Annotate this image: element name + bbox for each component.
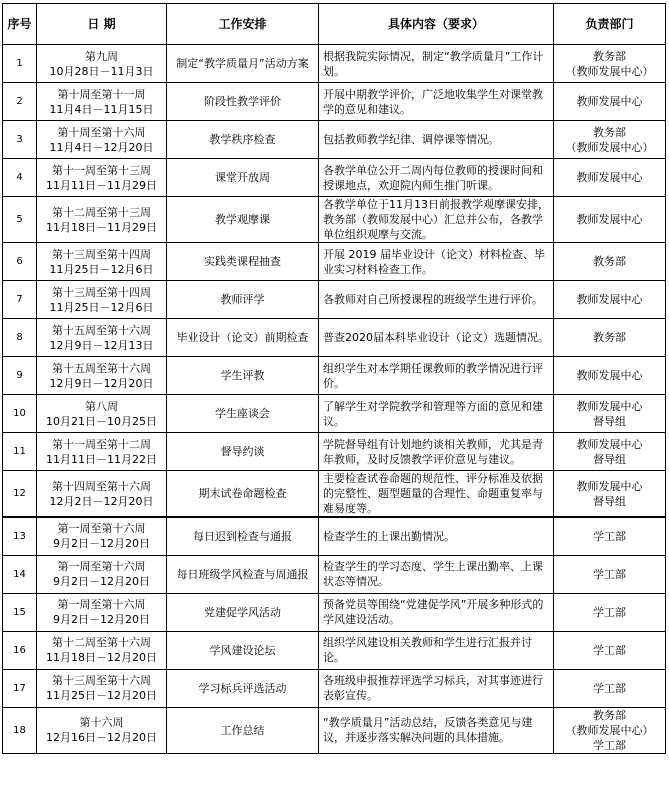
row-dept: [554, 83, 666, 121]
row-work: 期末试卷命题检查: [167, 471, 319, 518]
quality-month-schedule-table: [2, 3, 666, 754]
date-range: 9月2日－12月20日: [53, 537, 150, 551]
row-work: 教师评学: [167, 281, 319, 319]
row-work: 党建促学风活动: [167, 593, 319, 631]
row-seq: 1: [3, 45, 37, 83]
row-dept: [554, 281, 666, 319]
dept-line: 教务部: [593, 331, 626, 344]
row-date: [37, 593, 167, 631]
row-dept: [554, 593, 666, 631]
dept-line: 教师发展中心: [576, 399, 643, 413]
row-content: 包括教师教学纪律、调停课等情况。: [319, 121, 554, 159]
row-dept: [554, 631, 666, 669]
row-content: 各教学单位公开二周内每位教师的授课时间和授课地点，欢迎院内师生推门听课。: [319, 159, 554, 197]
date-range: 10月28日－11月3日: [49, 64, 154, 78]
dept-line: （教师发展中心）: [565, 140, 654, 154]
header-date: 日 期: [37, 4, 167, 45]
row-content: 普查2020届本科毕业设计（论文）选题情况。: [319, 319, 554, 357]
table-row: [3, 281, 666, 319]
dept-line: 学工部: [593, 681, 626, 695]
row-dept: [554, 555, 666, 593]
row-dept: [554, 121, 666, 159]
row-date: [37, 197, 167, 243]
row-date: [37, 707, 167, 753]
row-dept: [554, 243, 666, 281]
row-seq: 10: [3, 395, 37, 433]
dept-line: 教师发展中心: [576, 213, 643, 226]
row-work: 学风建设论坛: [167, 631, 319, 669]
table-row: [3, 121, 666, 159]
table-row: [3, 83, 666, 121]
row-content: 组织学风建设相关教师和学生进行汇报并讨论。: [319, 631, 554, 669]
row-dept: [554, 357, 666, 395]
table-body: [3, 45, 666, 754]
table-row: [3, 707, 666, 753]
row-content: 预备党员等围绕“党建促学风”开展多种形式的学风建设活动。: [319, 593, 554, 631]
date-weeks: 第一周至第十六周: [57, 522, 146, 536]
date-range: 11月18日－11月29日: [46, 220, 157, 234]
row-date: [37, 243, 167, 281]
row-seq: 12: [3, 471, 37, 518]
table-header-row: [3, 4, 666, 45]
row-content: 组织学生对本学期任课教师的教学情况进行评价。: [319, 357, 554, 395]
dept-line: 督导组: [593, 414, 626, 428]
row-seq: 8: [3, 319, 37, 357]
date-range: 11月4日－11月15日: [49, 102, 154, 116]
dept-line: 教师发展中心: [576, 437, 643, 451]
date-weeks: 第九周: [85, 49, 118, 63]
date-weeks: 第十五周至第十六周: [52, 361, 151, 375]
row-date: [37, 281, 167, 319]
dept-line: 学工部: [593, 738, 626, 752]
table-row: [3, 159, 666, 197]
date-weeks: 第一周至第十六周: [57, 560, 146, 573]
row-work: 教学观摩课: [167, 197, 319, 243]
row-dept: [554, 707, 666, 753]
dept-line: 教务部: [593, 49, 626, 63]
row-date: [37, 357, 167, 395]
table-row: [3, 243, 666, 281]
dept-line: 学工部: [593, 567, 626, 581]
date-range: 12月9日－12月13日: [49, 338, 154, 352]
row-work: 每日迟到检查与通报: [167, 517, 319, 555]
dept-line: 教师发展中心: [576, 171, 643, 184]
dept-line: 学工部: [593, 605, 626, 619]
row-seq: 5: [3, 197, 37, 243]
date-weeks: 第十三周至第十四周: [52, 247, 151, 261]
date-range: 11月25日－12月20日: [46, 689, 157, 702]
row-dept: [554, 471, 666, 518]
row-dept: [554, 159, 666, 197]
date-weeks: 第十二周至第十六周: [52, 636, 151, 649]
row-work: 课堂开放周: [167, 159, 319, 197]
header-work: 工作安排: [167, 4, 319, 45]
row-dept: [554, 517, 666, 555]
row-date: [37, 45, 167, 83]
dept-line: 教务部: [593, 255, 626, 268]
row-content: 各班级申报推荐评选学习标兵，对其事迹进行表彰宣传。: [319, 669, 554, 707]
date-range: 12月16日－12月20日: [46, 731, 157, 744]
table-row: [3, 593, 666, 631]
row-content: 开展中期教学评价，广泛地收集学生对课堂教学的意见和建议。: [319, 83, 554, 121]
header-content: 具体内容（要求）: [319, 4, 554, 45]
date-weeks: 第十四周至第十六周: [52, 479, 151, 493]
date-range: 11月18日－12月20日: [46, 651, 157, 664]
dept-line: 教务部: [593, 708, 626, 722]
row-content: 各教师对自己所授课程的班级学生进行评价。: [319, 281, 554, 319]
row-date: [37, 159, 167, 197]
dept-line: 教师发展中心: [576, 293, 643, 306]
table-row: [3, 197, 666, 243]
dept-line: 学工部: [593, 643, 626, 657]
row-seq: 14: [3, 555, 37, 593]
row-seq: 4: [3, 159, 37, 197]
table-row: [3, 517, 666, 555]
row-date: [37, 83, 167, 121]
date-weeks: 第十五周至第十六周: [52, 323, 151, 337]
row-date: [37, 395, 167, 433]
row-work: 督导约谈: [167, 433, 319, 471]
row-seq: 15: [3, 593, 37, 631]
dept-line: 教师发展中心: [576, 369, 643, 382]
row-content: “教学质量月”活动总结，反馈各类意见与建议，并逐步落实解决问题的具体措施。: [319, 707, 554, 753]
row-dept: [554, 669, 666, 707]
date-weeks: 第十一周至第十三周: [52, 163, 151, 177]
dept-line: 教务部: [593, 125, 626, 139]
row-seq: 18: [3, 707, 37, 753]
date-weeks: 第十周至第十一周: [57, 87, 146, 101]
row-dept: [554, 395, 666, 433]
date-range: 11月25日－12月6日: [49, 300, 154, 314]
row-seq: 16: [3, 631, 37, 669]
row-work: 每日班级学风检查与周通报: [167, 555, 319, 593]
row-content: 检查学生的上课出勤情况。: [319, 517, 554, 555]
date-range: 11月11日－11月29日: [46, 178, 157, 192]
dept-line: 学工部: [593, 529, 626, 543]
date-range: 12月2日－12月20日: [49, 494, 154, 508]
row-dept: [554, 197, 666, 243]
table-row: [3, 319, 666, 357]
date-weeks: 第八周: [85, 399, 118, 413]
table-row: [3, 669, 666, 707]
date-weeks: 第一周至第十六周: [57, 598, 146, 611]
table-row: [3, 45, 666, 83]
row-content: 检查学生的学习态度、学生上课出勤率、上课状态等情况。: [319, 555, 554, 593]
row-seq: 3: [3, 121, 37, 159]
row-work: 实践类课程抽查: [167, 243, 319, 281]
dept-line: （教师发展中心）: [565, 64, 654, 78]
date-weeks: 第十一周至第十二周: [52, 437, 151, 451]
row-seq: 9: [3, 357, 37, 395]
header-dept: 负责部门: [554, 4, 666, 45]
row-date: [37, 669, 167, 707]
row-work: 阶段性教学评价: [167, 83, 319, 121]
row-seq: 6: [3, 243, 37, 281]
row-work: 学生评教: [167, 357, 319, 395]
date-range: 9月2日－12月20日: [53, 613, 150, 626]
date-range: 11月4日－12月20日: [49, 140, 154, 154]
header-seq: 序号: [3, 4, 37, 45]
row-work: 学生座谈会: [167, 395, 319, 433]
row-content: 学院督导组有计划地约谈相关教师，尤其是青年教师，及时反馈教学评价意见与建议。: [319, 433, 554, 471]
row-seq: 7: [3, 281, 37, 319]
dept-line: （教师发展中心）: [565, 723, 654, 737]
date-weeks: 第十周至第十六周: [57, 125, 146, 139]
row-date: [37, 471, 167, 518]
row-date: [37, 631, 167, 669]
date-range: 9月2日－12月20日: [53, 575, 150, 588]
table-row: [3, 555, 666, 593]
date-weeks: 第十三周至第十六周: [52, 674, 151, 687]
table-row: [3, 357, 666, 395]
table-row: [3, 395, 666, 433]
row-content: 开展 2019 届毕业设计（论文）材料检查、毕业实习材料检查工作。: [319, 243, 554, 281]
date-weeks: 第十六周: [79, 716, 124, 729]
date-range: 12月9日－12月20日: [49, 376, 154, 390]
row-content: 根据我院实际情况，制定“教学质量月”工作计划。: [319, 45, 554, 83]
row-work: 制定“教学质量月”活动方案: [167, 45, 319, 83]
dept-line: 教师发展中心: [576, 95, 643, 108]
row-dept: [554, 433, 666, 471]
row-work: 教学秩序检查: [167, 121, 319, 159]
row-work: 工作总结: [167, 707, 319, 753]
row-dept: [554, 45, 666, 83]
row-work: 毕业设计（论文）前期检查: [167, 319, 319, 357]
row-seq: 13: [3, 517, 37, 555]
date-range: 11月25日－12月6日: [49, 262, 154, 276]
row-dept: [554, 319, 666, 357]
row-date: [37, 121, 167, 159]
row-content: 了解学生对学院教学和管理等方面的意见和建议。: [319, 395, 554, 433]
dept-line: 教师发展中心: [576, 479, 643, 493]
dept-line: 督导组: [593, 452, 626, 466]
row-seq: 2: [3, 83, 37, 121]
row-date: [37, 517, 167, 555]
row-content: 主要检查试卷命题的规范性、评分标准及依据的完整性、题型题量的合理性、命题重复率与难易度等。: [319, 471, 554, 518]
date-range: 11月11日－11月22日: [46, 452, 157, 466]
row-date: [37, 319, 167, 357]
row-work: 学习标兵评选活动: [167, 669, 319, 707]
date-weeks: 第十二周至第十三周: [52, 205, 151, 219]
date-weeks: 第十三周至第十四周: [52, 285, 151, 299]
row-content: 各教学单位于11月13日前报教学观摩课安排，教务部（教师发展中心）汇总并公布，各教学单位组织观摩与交流。: [319, 197, 554, 243]
table-row: [3, 631, 666, 669]
table-row: [3, 471, 666, 518]
row-date: [37, 433, 167, 471]
row-date: [37, 555, 167, 593]
dept-line: 督导组: [593, 494, 626, 508]
date-range: 10月21日－10月25日: [46, 414, 157, 428]
row-seq: 17: [3, 669, 37, 707]
row-seq: 11: [3, 433, 37, 471]
table-row: [3, 433, 666, 471]
